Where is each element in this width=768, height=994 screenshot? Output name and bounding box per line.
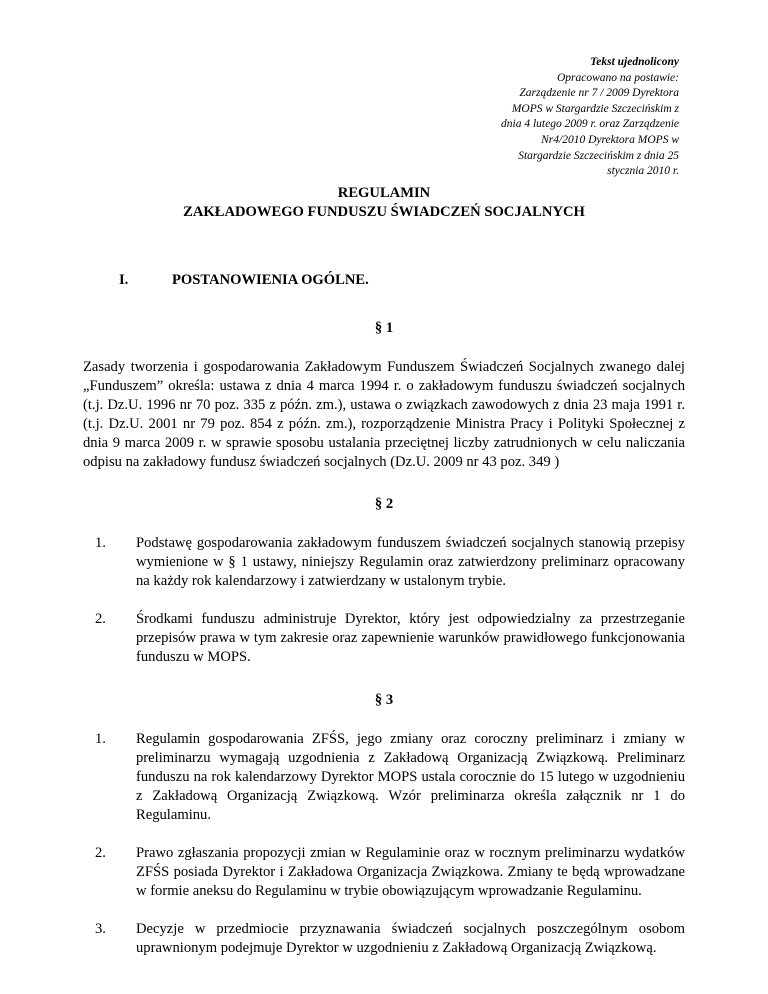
note-line: Opracowano na postawie: (556, 71, 679, 84)
item-text: Regulamin gospodarowania ZFŚS, jego zmiany oraz coroczny preliminarz i zmiany w preliminarzu wymagają uzgodnienia z Zakładową Organizacją Związkową. Preliminarz funduszu na rok kalendarzowy Dyrektor MOPS ustala corocznie do 15 lutego w uzgodnieniu z Zakładową Organizacją Związkową. Wzór preliminarza określa załącznik nr 1 do Regulaminu. (136, 731, 685, 823)
document-title (0, 184, 768, 222)
item-number: 1. (95, 731, 106, 747)
paragraph-2-heading: § 2 (374, 496, 394, 512)
paragraph-1-heading: § 1 (374, 320, 394, 336)
paragraph-3-heading: § 3 (374, 692, 394, 708)
title-line-1: REGULAMIN (337, 185, 431, 201)
list-item (95, 534, 685, 591)
list-item (95, 610, 685, 667)
item-text: Prawo zgłaszania propozycji zmian w Regulaminie oraz w rocznym preliminarzu wydatków ZFŚS posiada Dyrektor i Zakładowa Organizacja Związkowa. Zmiany te będą wprowadzane w formie aneksu do Regulaminu w trybie obowiązującym wprowadzanie Regulaminu. (136, 845, 685, 899)
note-line: stycznia 2010 r. (607, 165, 679, 178)
title-line-2: ZAKŁADOWEGO FUNDUSZU ŚWIADCZEŃ SOCJALNYCH (183, 204, 585, 220)
consolidation-note (379, 55, 679, 180)
note-heading: Tekst ujednolicony (590, 56, 679, 68)
paragraph-3-list (95, 730, 685, 958)
section-heading (119, 271, 369, 290)
item-number: 2. (95, 845, 106, 861)
note-line: MOPS w Stargardzie Szczecińskim z (511, 102, 679, 115)
item-number: 1. (95, 535, 106, 551)
item-text: Podstawę gospodarowania zakładowym funduszem świadczeń socjalnych stanowią przepisy wymienione w § 1 ustawy, niniejszy Regulamin oraz zatwierdzony preliminarz opracowany na każdy rok kalendarzowy i zatwierdzany w ustalonym trybie. (136, 535, 685, 589)
list-item (95, 730, 685, 825)
note-line: Nr4/2010 Dyrektora MOPS w (541, 133, 679, 146)
item-text: Środkami funduszu administruje Dyrektor, który jest odpowiedzialny za przestrzeganie przepisów prawa w tym zakresie oraz zapewnienie warunków prawidłowego funkcjonowania funduszu w MOPS. (136, 611, 685, 665)
list-item (95, 844, 685, 901)
section-label: POSTANOWIENIA OGÓLNE. (172, 272, 369, 288)
note-line: dnia 4 lutego 2009 r. oraz Zarządzenie (501, 118, 679, 131)
note-line: Stargardzie Szczecińskim z dnia 25 (518, 149, 679, 162)
paragraph-1-text: Zasady tworzenia i gospodarowania Zakładowym Funduszem Świadczeń Socjalnych zwanego dalej „Funduszem” określa: ustawa z dnia 4 marca 1994 r. o zakładowym funduszu świadczeń socjalnych (t.j. Dz.U. 1996 nr 70 poz. 335 z późn. zm.), ustawa o związkach zawodowych z dnia 23 maja 1991 r. (t.j. Dz.U. 2001 nr 79 poz. 854 z późn. zm.), rozporządzenie Ministra Pracy i Polityki Społecznej z dnia 9 marca 2009 r. w sprawie sposobu ustalania przeciętnej liczby zatrudnionych w celu naliczania odpisu na zakładowy fundusz świadczeń socjalnych (Dz.U. 2009 nr 43 poz. 349 ) (83, 359, 685, 470)
item-number: 3. (95, 921, 106, 937)
note-line: Zarządzenie nr 7 / 2009 Dyrektora (519, 87, 679, 100)
list-item (95, 920, 685, 958)
item-number: 2. (95, 611, 106, 627)
item-text: Decyzje w przedmiocie przyznawania świadczeń socjalnych poszczególnym osobom uprawnionym podejmuje Dyrektor w uzgodnieniu z Zakładową Organizacją Związkową. (136, 921, 685, 956)
paragraph-2-list (95, 534, 685, 667)
section-number: I. (119, 272, 129, 288)
